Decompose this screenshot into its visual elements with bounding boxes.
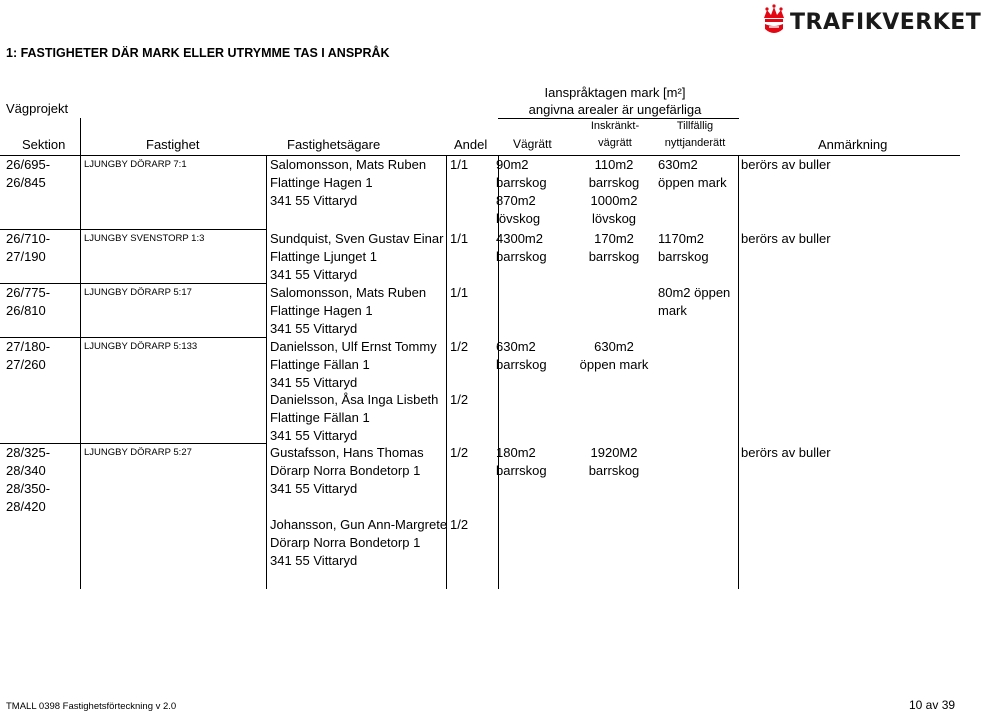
cell-agare: Danielsson, Ulf Ernst Tommy Flattinge Fällan 1 341 55 Vittaryd — [270, 339, 437, 390]
cell-agare: Salomonsson, Mats Ruben Flattinge Hagen 1 341 55 Vittaryd — [270, 157, 427, 208]
header-tillfallig-1: Tillfällig — [676, 120, 714, 132]
col-rule — [266, 155, 267, 589]
header-andel: Andel — [454, 137, 488, 152]
cell-andel: 1/2 — [450, 445, 469, 460]
cell-vagratt: 4300m2 barrskog — [496, 231, 547, 264]
header-fastighet: Fastighet — [146, 137, 200, 152]
cell-sektion: 26/695- 26/845 — [6, 157, 51, 190]
cell-agare: Sundquist, Sven Gustav Einar Flattinge Ljunget 1 341 55 Vittaryd — [270, 231, 444, 282]
cell-inskrankt: 170m2 barrskog — [588, 231, 640, 264]
cell-fastighet: LJUNGBY DÖRARP 5:133 — [84, 341, 198, 352]
col-rule — [80, 118, 81, 589]
header-anmarkning: Anmärkning — [818, 137, 888, 152]
cell-fastighet: LJUNGBY DÖRARP 5:17 — [84, 287, 192, 298]
cell-agare: Gustafsson, Hans Thomas Dörarp Norra Bondetorp 1 341 55 Vittaryd — [270, 445, 424, 496]
cell-andel: 1/2 — [450, 339, 469, 354]
cell-sektion: 28/325- 28/340 28/350- 28/420 — [6, 445, 51, 514]
cell-tillfallig: 630m2 öppen mark — [658, 157, 727, 190]
header-tillfallig-2: nyttjanderätt — [664, 137, 726, 149]
page-number: 10 av 39 — [909, 698, 956, 712]
cell-tillfallig: 80m2 öppen mark — [658, 285, 731, 318]
cell-vagratt: 90m2 barrskog 870m2 lövskog — [496, 157, 547, 226]
cell-sektion: 27/180- 27/260 — [6, 339, 51, 372]
cell-andel: 1/1 — [450, 231, 469, 246]
cell-vagratt: 630m2 barrskog — [496, 339, 547, 372]
cell-inskrankt: 1920M2 barrskog — [588, 445, 640, 478]
cell-agare: Johansson, Gun Ann-Margrete Dörarp Norra Bondetorp 1 341 55 Vittaryd — [270, 517, 448, 568]
col-rule — [738, 155, 739, 589]
header-inskrankt-2: vägrätt — [598, 137, 632, 149]
cell-fastighet: LJUNGBY DÖRARP 5:27 — [84, 447, 192, 458]
brand-name: TRAFIKVERKET — [790, 10, 981, 35]
cell-sektion: 26/775- 26/810 — [6, 285, 51, 318]
cell-andel: 1/1 — [450, 285, 469, 300]
group-header-line2: angivna arealer är ungefärliga — [528, 102, 702, 117]
cell-vagratt: 180m2 barrskog — [496, 445, 547, 478]
cell-anmarkning: berörs av buller — [741, 231, 831, 246]
header-agare: Fastighetsägare — [287, 137, 381, 152]
trafikverket-logo — [758, 4, 981, 40]
cell-agare: Danielsson, Åsa Inga Lisbeth Flattinge Fällan 1 341 55 Vittaryd — [270, 392, 439, 443]
cell-andel: 1/1 — [450, 157, 469, 172]
cell-andel: 1/2 — [450, 392, 469, 407]
crown-icon — [760, 4, 788, 38]
cell-anmarkning: berörs av buller — [741, 157, 831, 172]
cell-fastighet: LJUNGBY DÖRARP 7:1 — [84, 159, 187, 170]
cell-tillfallig: 1170m2 barrskog — [658, 231, 709, 264]
header-inskrankt-1: Inskränkt- — [590, 120, 640, 132]
footer-template-label: TMALL 0398 Fastighetsförteckning v 2.0 — [6, 701, 177, 712]
header-sektion: Sektion — [22, 137, 66, 152]
cell-anmarkning: berörs av buller — [741, 445, 831, 460]
cell-fastighet: LJUNGBY SVENSTORP 1:3 — [84, 233, 205, 244]
cell-inskrankt: 630m2 öppen mark — [579, 339, 649, 372]
cell-andel: 1/2 — [450, 517, 469, 532]
cell-sektion: 26/710- 27/190 — [6, 231, 51, 264]
header-vagratt: Vägrätt — [513, 137, 552, 151]
group-rule — [498, 118, 739, 119]
cell-inskrankt: 110m2 barrskog 1000m2 lövskog — [588, 157, 640, 226]
document-title: 1: FASTIGHETER DÄR MARK ELLER UTRYMME TAS I ANSPRÅK — [6, 46, 390, 60]
project-label: Vägprojekt — [6, 101, 69, 116]
group-header-line1: Ianspråktagen mark [m²] — [544, 85, 686, 100]
cell-agare: Salomonsson, Mats Ruben Flattinge Hagen 1 341 55 Vittaryd — [270, 285, 427, 336]
